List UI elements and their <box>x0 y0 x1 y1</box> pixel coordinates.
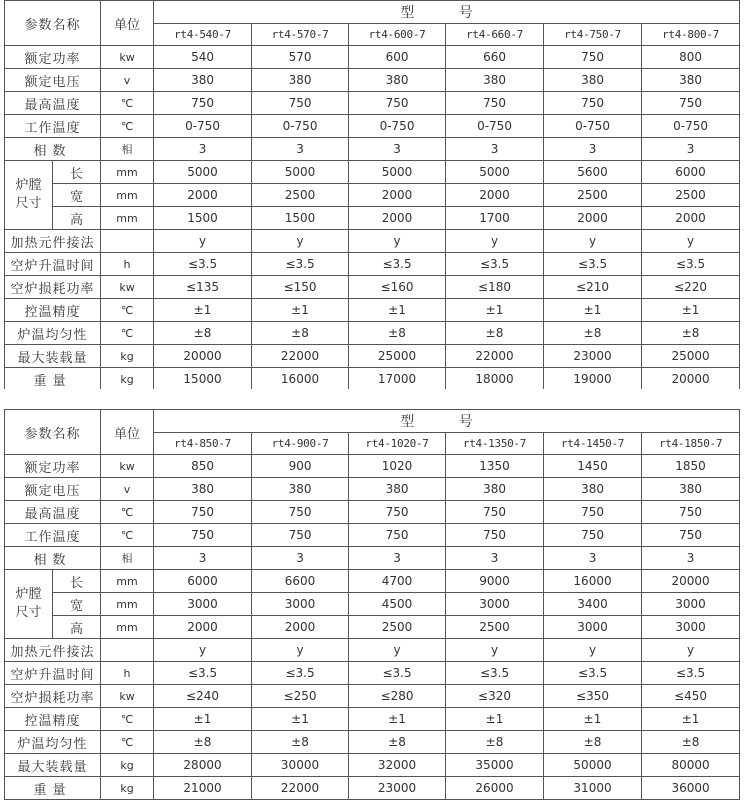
model-header: rt4-570-7 <box>252 24 349 46</box>
value-cell: 3 <box>544 547 642 570</box>
value-cell: 380 <box>349 478 446 501</box>
value-cell: 750 <box>642 501 740 524</box>
value-cell: 1450 <box>544 455 642 478</box>
value-cell: 3000 <box>544 616 642 639</box>
table-gap <box>0 389 750 409</box>
model-header: rt4-540-7 <box>154 24 252 46</box>
value-cell: 750 <box>154 524 252 547</box>
value-cell: 1500 <box>252 207 349 230</box>
value-cell: y <box>252 230 349 253</box>
value-cell: 22000 <box>252 777 349 800</box>
value-cell: 380 <box>154 478 252 501</box>
furnace-size-label-line: 尺寸 <box>15 196 42 211</box>
value-cell: 0-750 <box>349 115 446 138</box>
value-cell: 5000 <box>252 161 349 184</box>
value-cell: 660 <box>446 46 544 69</box>
value-cell: 750 <box>349 92 446 115</box>
value-cell: ±1 <box>544 708 642 731</box>
value-cell: 2000 <box>252 616 349 639</box>
row-label: 宽 <box>53 593 101 616</box>
model-header: rt4-1450-7 <box>544 433 642 455</box>
value-cell: ±1 <box>544 299 642 322</box>
row-label: 炉温均匀性 <box>5 731 101 754</box>
value-cell: 23000 <box>544 345 642 368</box>
row-label: 最高温度 <box>5 501 101 524</box>
unit-cell: kg <box>101 368 154 391</box>
unit-cell <box>101 639 154 662</box>
unit-cell: mm <box>101 616 154 639</box>
value-cell: ±1 <box>154 708 252 731</box>
table-row <box>5 276 740 299</box>
value-cell: 750 <box>544 46 642 69</box>
value-cell: 6600 <box>252 570 349 593</box>
value-cell: 750 <box>642 524 740 547</box>
furnace-size-label-line: 炉膛 <box>15 178 42 193</box>
row-label: 长 <box>53 570 101 593</box>
table-row <box>5 478 740 501</box>
unit-cell: 相 <box>101 138 154 161</box>
value-cell: ±1 <box>446 708 544 731</box>
value-cell: 3 <box>642 547 740 570</box>
value-cell: ≤150 <box>252 276 349 299</box>
value-cell: 0-750 <box>252 115 349 138</box>
value-cell: 25000 <box>349 345 446 368</box>
spec-table-2 <box>4 409 740 800</box>
value-cell: ≤3.5 <box>252 662 349 685</box>
value-cell: 1020 <box>349 455 446 478</box>
row-label: 相数 <box>5 138 101 161</box>
table-row <box>5 207 740 230</box>
value-cell: 2000 <box>349 184 446 207</box>
value-cell: 3 <box>349 138 446 161</box>
value-cell: ±8 <box>642 322 740 345</box>
value-cell: 4500 <box>349 593 446 616</box>
value-cell: 31000 <box>544 777 642 800</box>
value-cell: ±8 <box>544 322 642 345</box>
value-cell: 0-750 <box>544 115 642 138</box>
value-cell: ±1 <box>252 299 349 322</box>
value-cell: 3 <box>252 138 349 161</box>
value-cell: ≤450 <box>642 685 740 708</box>
table-row <box>5 662 740 685</box>
unit-header: 单位 <box>101 1 154 46</box>
value-cell: 6000 <box>642 161 740 184</box>
value-cell: 50000 <box>544 754 642 777</box>
value-cell: 800 <box>642 46 740 69</box>
value-cell: ≤3.5 <box>252 253 349 276</box>
value-cell: 380 <box>642 478 740 501</box>
model-header: rt4-750-7 <box>544 24 642 46</box>
unit-cell: ℃ <box>101 299 154 322</box>
value-cell: 2500 <box>446 616 544 639</box>
value-cell: ≤160 <box>349 276 446 299</box>
value-cell: ≤3.5 <box>544 662 642 685</box>
table-row <box>5 46 740 69</box>
value-cell: 5000 <box>446 161 544 184</box>
value-cell: 22000 <box>446 345 544 368</box>
param-header: 参数名称 <box>5 410 101 455</box>
unit-cell: ℃ <box>101 524 154 547</box>
value-cell: 0-750 <box>446 115 544 138</box>
value-cell: 2500 <box>642 184 740 207</box>
unit-cell: ℃ <box>101 501 154 524</box>
unit-cell <box>101 230 154 253</box>
unit-cell: mm <box>101 207 154 230</box>
value-cell: ±1 <box>252 708 349 731</box>
furnace-size-group-label <box>5 570 53 639</box>
value-cell: 3 <box>154 547 252 570</box>
table-row <box>5 547 740 570</box>
value-cell: ≤3.5 <box>154 253 252 276</box>
table-row <box>5 345 740 368</box>
value-cell: 380 <box>642 69 740 92</box>
table-row <box>5 754 740 777</box>
model-header: rt4-800-7 <box>642 24 740 46</box>
value-cell: y <box>154 639 252 662</box>
value-cell: 750 <box>642 92 740 115</box>
value-cell: 2000 <box>154 616 252 639</box>
value-cell: 1500 <box>154 207 252 230</box>
table-row <box>5 138 740 161</box>
value-cell: ±1 <box>349 299 446 322</box>
value-cell: ≤250 <box>252 685 349 708</box>
table-row <box>5 115 740 138</box>
unit-cell: kw <box>101 455 154 478</box>
row-label: 空炉升温时间 <box>5 662 101 685</box>
value-cell: ≤320 <box>446 685 544 708</box>
unit-cell: h <box>101 253 154 276</box>
unit-cell: kg <box>101 345 154 368</box>
value-cell: y <box>446 639 544 662</box>
value-cell: ±8 <box>252 322 349 345</box>
value-cell: 540 <box>154 46 252 69</box>
value-cell: 750 <box>446 501 544 524</box>
model-header: rt4-600-7 <box>349 24 446 46</box>
value-cell: 0-750 <box>642 115 740 138</box>
row-label: 重量 <box>5 368 101 391</box>
value-cell: 36000 <box>642 777 740 800</box>
value-cell: ≤180 <box>446 276 544 299</box>
value-cell: 5000 <box>349 161 446 184</box>
unit-cell: mm <box>101 570 154 593</box>
row-label: 加热元件接法 <box>5 639 101 662</box>
unit-cell: kg <box>101 777 154 800</box>
model-header: rt4-1350-7 <box>446 433 544 455</box>
table-row <box>5 253 740 276</box>
value-cell: ±1 <box>642 708 740 731</box>
value-cell: 5600 <box>544 161 642 184</box>
value-cell: 16000 <box>252 368 349 391</box>
table-row <box>5 322 740 345</box>
value-cell: 3 <box>446 138 544 161</box>
value-cell: 1850 <box>642 455 740 478</box>
value-cell: ±8 <box>252 731 349 754</box>
value-cell: 6000 <box>154 570 252 593</box>
row-label: 最高温度 <box>5 92 101 115</box>
value-cell: 30000 <box>252 754 349 777</box>
table-row <box>5 593 740 616</box>
value-cell: 850 <box>154 455 252 478</box>
table-row <box>5 69 740 92</box>
value-cell: 3000 <box>446 593 544 616</box>
value-cell: 18000 <box>446 368 544 391</box>
value-cell: 2500 <box>349 616 446 639</box>
value-cell: 2000 <box>446 184 544 207</box>
row-label: 控温精度 <box>5 299 101 322</box>
value-cell: 750 <box>154 92 252 115</box>
value-cell: y <box>252 639 349 662</box>
table-row <box>5 708 740 731</box>
value-cell: 35000 <box>446 754 544 777</box>
value-cell: ≤135 <box>154 276 252 299</box>
value-cell: 20000 <box>642 570 740 593</box>
value-cell: 2000 <box>349 207 446 230</box>
unit-cell: v <box>101 478 154 501</box>
table-row <box>5 299 740 322</box>
value-cell: ±8 <box>154 322 252 345</box>
model-header: rt4-900-7 <box>252 433 349 455</box>
value-cell: 3400 <box>544 593 642 616</box>
value-cell: ±8 <box>642 731 740 754</box>
value-cell: y <box>544 230 642 253</box>
value-cell: 3 <box>642 138 740 161</box>
row-label: 空炉升温时间 <box>5 253 101 276</box>
unit-cell: kw <box>101 276 154 299</box>
value-cell: y <box>642 639 740 662</box>
value-cell: y <box>349 639 446 662</box>
value-cell: ≤350 <box>544 685 642 708</box>
value-cell: 900 <box>252 455 349 478</box>
unit-cell: mm <box>101 593 154 616</box>
value-cell: 750 <box>544 92 642 115</box>
unit-cell: kw <box>101 685 154 708</box>
value-cell: ±8 <box>544 731 642 754</box>
table-row <box>5 639 740 662</box>
value-cell: ±8 <box>154 731 252 754</box>
value-cell: 2000 <box>544 207 642 230</box>
unit-cell: ℃ <box>101 92 154 115</box>
type-header: 型 号 <box>154 410 740 433</box>
value-cell: 750 <box>446 92 544 115</box>
value-cell: 380 <box>252 478 349 501</box>
value-cell: y <box>349 230 446 253</box>
value-cell: 3 <box>446 547 544 570</box>
value-cell: 750 <box>544 524 642 547</box>
value-cell: y <box>154 230 252 253</box>
value-cell: 600 <box>349 46 446 69</box>
value-cell: 32000 <box>349 754 446 777</box>
value-cell: ±8 <box>349 322 446 345</box>
row-label: 高 <box>53 207 101 230</box>
row-label: 高 <box>53 616 101 639</box>
furnace-size-group-label <box>5 161 53 230</box>
value-cell: 1700 <box>446 207 544 230</box>
value-cell: 3000 <box>642 593 740 616</box>
value-cell: ≤3.5 <box>446 253 544 276</box>
value-cell: 22000 <box>252 345 349 368</box>
value-cell: 750 <box>446 524 544 547</box>
table-row <box>5 501 740 524</box>
value-cell: 750 <box>252 524 349 547</box>
row-label: 额定电压 <box>5 478 101 501</box>
unit-header: 单位 <box>101 410 154 455</box>
value-cell: 380 <box>544 69 642 92</box>
unit-cell: ℃ <box>101 731 154 754</box>
value-cell: 0-750 <box>154 115 252 138</box>
value-cell: 5000 <box>154 161 252 184</box>
value-cell: 3 <box>252 547 349 570</box>
row-label: 工作温度 <box>5 524 101 547</box>
row-label: 最大装载量 <box>5 345 101 368</box>
value-cell: ≤210 <box>544 276 642 299</box>
unit-cell: ℃ <box>101 115 154 138</box>
unit-cell: kg <box>101 754 154 777</box>
value-cell: 380 <box>252 69 349 92</box>
row-label: 控温精度 <box>5 708 101 731</box>
type-header: 型 号 <box>154 1 740 24</box>
value-cell: 750 <box>252 501 349 524</box>
value-cell: y <box>446 230 544 253</box>
row-label: 空炉损耗功率 <box>5 276 101 299</box>
value-cell: y <box>544 639 642 662</box>
value-cell: 570 <box>252 46 349 69</box>
value-cell: 19000 <box>544 368 642 391</box>
value-cell: 3000 <box>252 593 349 616</box>
row-label: 空炉损耗功率 <box>5 685 101 708</box>
value-cell: ≤3.5 <box>154 662 252 685</box>
value-cell: ≤3.5 <box>446 662 544 685</box>
value-cell: ±8 <box>349 731 446 754</box>
row-label: 相数 <box>5 547 101 570</box>
furnace-size-label-line: 尺寸 <box>15 605 42 620</box>
value-cell: 15000 <box>154 368 252 391</box>
table-row <box>5 616 740 639</box>
unit-cell: ℃ <box>101 708 154 731</box>
unit-cell: h <box>101 662 154 685</box>
row-label: 额定功率 <box>5 455 101 478</box>
furnace-size-label-line: 炉膛 <box>15 587 42 602</box>
value-cell: ≤3.5 <box>349 253 446 276</box>
unit-cell: 相 <box>101 547 154 570</box>
value-cell: 380 <box>446 69 544 92</box>
unit-cell: kw <box>101 46 154 69</box>
value-cell: 750 <box>154 501 252 524</box>
value-cell: 3000 <box>642 616 740 639</box>
value-cell: 80000 <box>642 754 740 777</box>
row-label: 额定功率 <box>5 46 101 69</box>
value-cell: 750 <box>252 92 349 115</box>
unit-cell: ℃ <box>101 322 154 345</box>
value-cell: ≤280 <box>349 685 446 708</box>
table-row <box>5 161 740 184</box>
value-cell: 28000 <box>154 754 252 777</box>
value-cell: ±1 <box>642 299 740 322</box>
table-row <box>5 184 740 207</box>
value-cell: 4700 <box>349 570 446 593</box>
value-cell: ±8 <box>446 322 544 345</box>
value-cell: ≤3.5 <box>642 662 740 685</box>
value-cell: 2500 <box>544 184 642 207</box>
model-header: rt4-1850-7 <box>642 433 740 455</box>
table-row <box>5 368 740 391</box>
table-row <box>5 524 740 547</box>
spec-table-1 <box>4 0 740 391</box>
value-cell: ±8 <box>446 731 544 754</box>
row-label: 工作温度 <box>5 115 101 138</box>
row-label: 额定电压 <box>5 69 101 92</box>
value-cell: ≤240 <box>154 685 252 708</box>
value-cell: 26000 <box>446 777 544 800</box>
table-row <box>5 685 740 708</box>
unit-cell: v <box>101 69 154 92</box>
value-cell: 2000 <box>642 207 740 230</box>
value-cell: y <box>642 230 740 253</box>
table-row <box>5 92 740 115</box>
model-header: rt4-850-7 <box>154 433 252 455</box>
param-header: 参数名称 <box>5 1 101 46</box>
value-cell: ±1 <box>446 299 544 322</box>
row-label: 最大装载量 <box>5 754 101 777</box>
row-label: 长 <box>53 161 101 184</box>
value-cell: 380 <box>544 478 642 501</box>
value-cell: 380 <box>154 69 252 92</box>
value-cell: ≤3.5 <box>544 253 642 276</box>
row-label: 宽 <box>53 184 101 207</box>
model-header: rt4-660-7 <box>446 24 544 46</box>
row-label: 炉温均匀性 <box>5 322 101 345</box>
value-cell: 3 <box>544 138 642 161</box>
value-cell: 20000 <box>154 345 252 368</box>
value-cell: ≤220 <box>642 276 740 299</box>
table-row <box>5 777 740 800</box>
row-label: 加热元件接法 <box>5 230 101 253</box>
value-cell: 750 <box>544 501 642 524</box>
value-cell: 2000 <box>154 184 252 207</box>
unit-cell: mm <box>101 184 154 207</box>
value-cell: ±1 <box>349 708 446 731</box>
table-row <box>5 230 740 253</box>
value-cell: 3 <box>349 547 446 570</box>
value-cell: 16000 <box>544 570 642 593</box>
value-cell: ≤3.5 <box>642 253 740 276</box>
value-cell: 3000 <box>154 593 252 616</box>
value-cell: 21000 <box>154 777 252 800</box>
table-row <box>5 455 740 478</box>
table-row <box>5 731 740 754</box>
table-row <box>5 570 740 593</box>
value-cell: ≤3.5 <box>349 662 446 685</box>
row-label: 重量 <box>5 777 101 800</box>
value-cell: 20000 <box>642 368 740 391</box>
value-cell: 25000 <box>642 345 740 368</box>
model-header: rt4-1020-7 <box>349 433 446 455</box>
value-cell: 750 <box>349 524 446 547</box>
value-cell: 750 <box>349 501 446 524</box>
value-cell: 380 <box>446 478 544 501</box>
value-cell: 23000 <box>349 777 446 800</box>
unit-cell: mm <box>101 161 154 184</box>
value-cell: 17000 <box>349 368 446 391</box>
value-cell: 3 <box>154 138 252 161</box>
value-cell: 9000 <box>446 570 544 593</box>
value-cell: 2500 <box>252 184 349 207</box>
value-cell: 380 <box>349 69 446 92</box>
value-cell: ±1 <box>154 299 252 322</box>
value-cell: 1350 <box>446 455 544 478</box>
